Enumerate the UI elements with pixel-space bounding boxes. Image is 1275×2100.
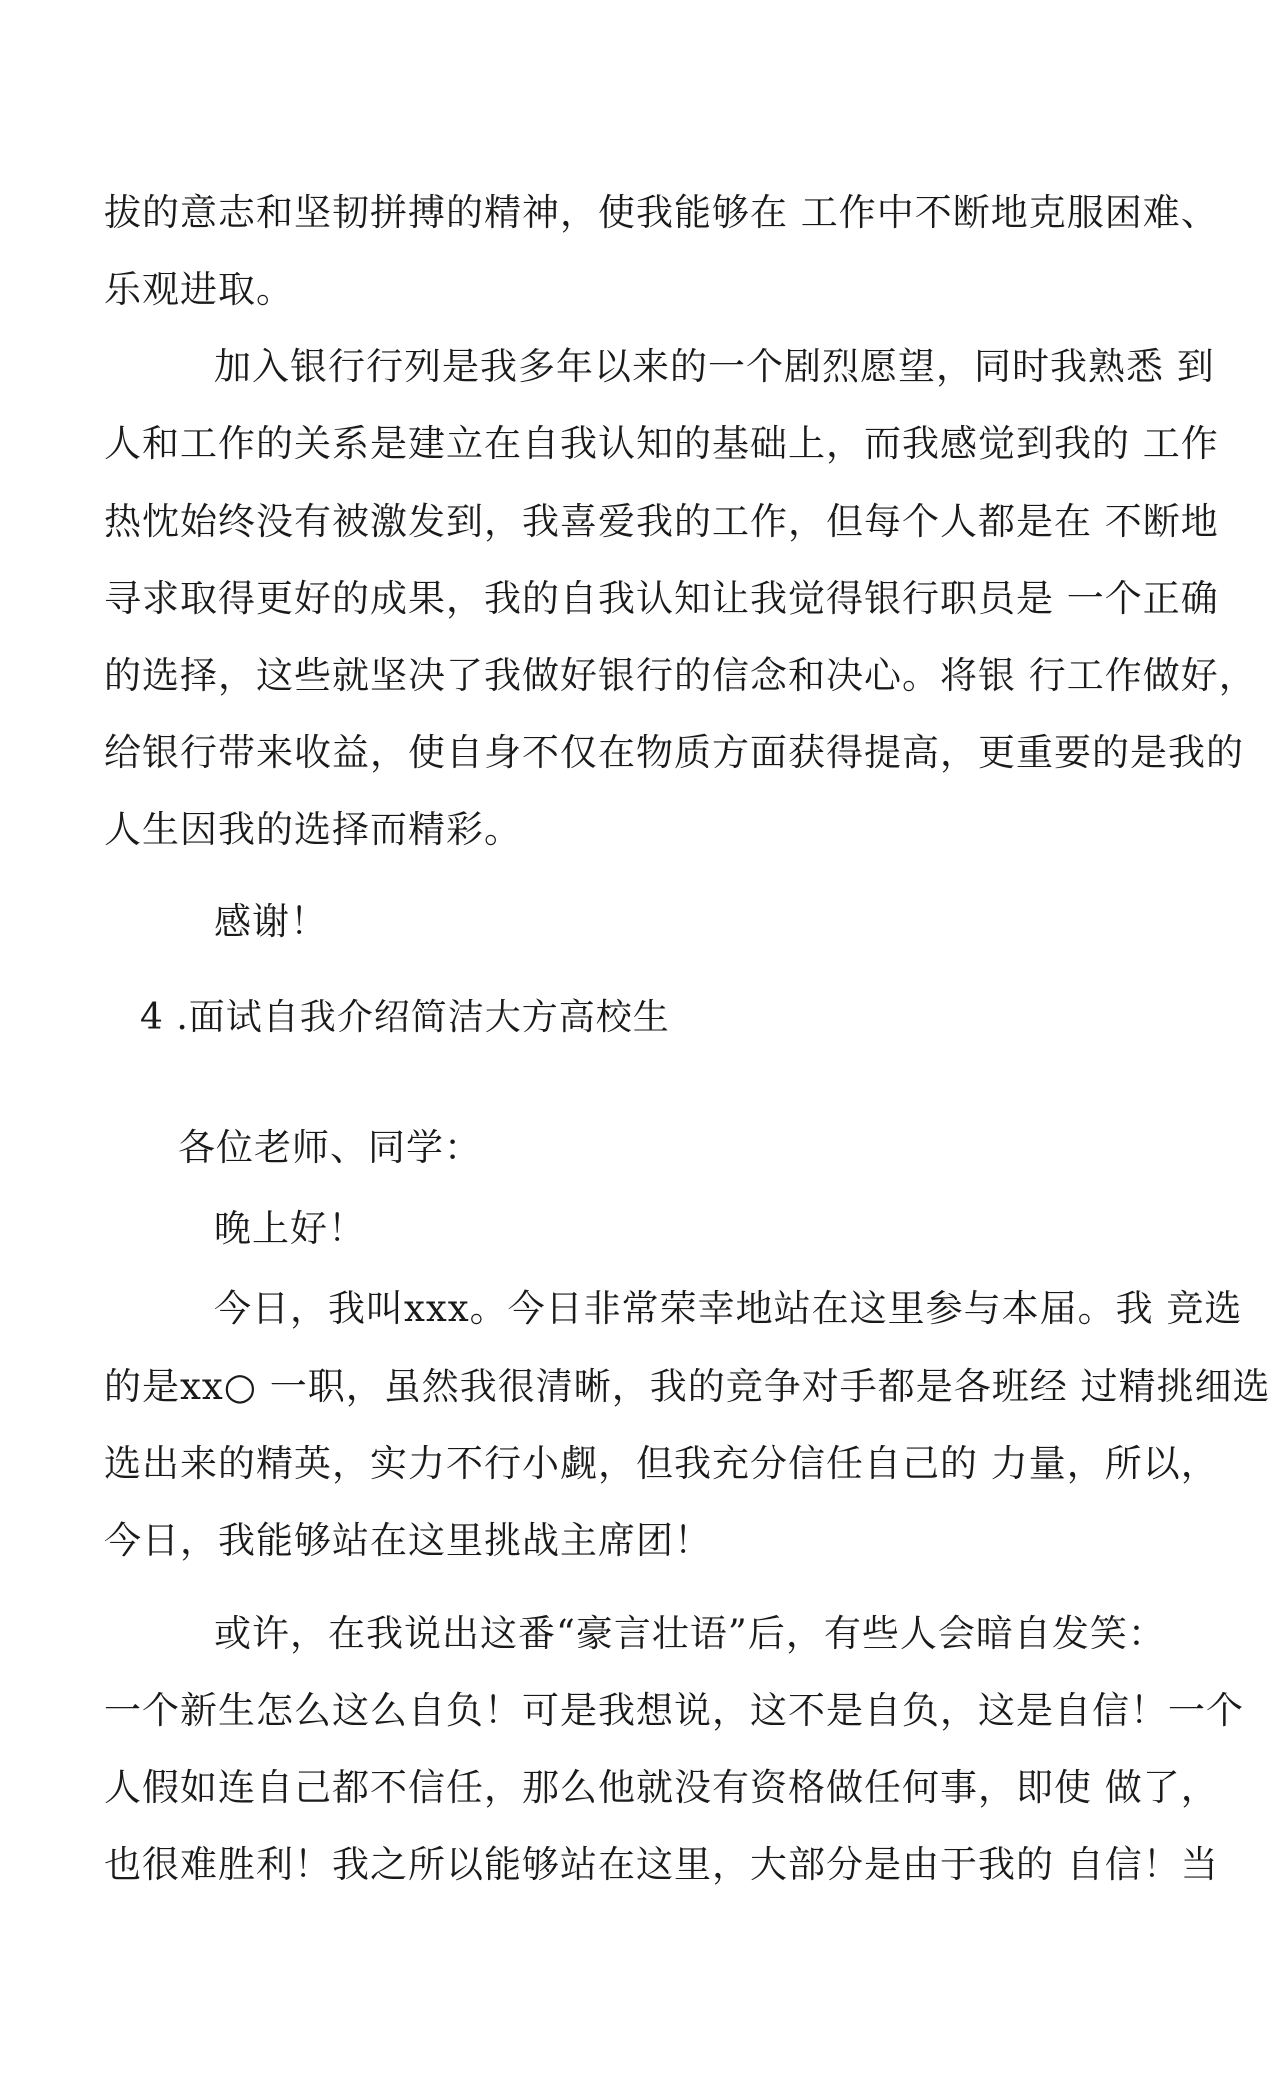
paragraph-line: 寻求取得更好的成果，我的自我认知让我觉得银行职员是 一个正确 [104,577,1219,620]
paragraph-line: 或许，在我说出这番“豪言壮语”后，有些人会暗自发笑： [214,1612,1166,1655]
paragraph-line: 也很难胜利！我之所以能够站在这里，大部分是由于我的 自信！当 [104,1843,1219,1886]
paragraph-line: 乐观进取。 [104,268,294,311]
paragraph-line: 的选择，这些就坚决了我做好银行的信念和决心。将银 行工作做好， [104,654,1257,697]
paragraph-line: 感谢！ [214,900,328,943]
paragraph-line: 给银行带来收益，使自身不仅在物质方面获得提高，更重要的是我的 [104,731,1244,774]
paragraph-line: 一个新生怎么这么自负！可是我想说，这不是自负，这是自信！一个 [104,1689,1244,1732]
paragraph-line: 选出来的精英，实力不行小觑，但我充分信任自己的 力量，所以， [104,1442,1219,1485]
paragraph-line: 今日，我叫xxx。今日非常荣幸地站在这里参与本届。我 竞选 [214,1287,1243,1330]
paragraph-line: 拔的意志和坚韧拼搏的精神，使我能够在 工作中不断地克服困难、 [104,191,1219,234]
section-heading: 4 .面试自我介绍简洁大方高校生 [140,997,670,1038]
paragraph-line: 人生因我的选择而精彩。 [104,808,522,851]
paragraph-line: 人和工作的关系是建立在自我认知的基础上，而我感觉到我的 工作 [104,422,1219,465]
salutation-line: 各位老师、同学： [178,1126,482,1169]
greeting-line: 晚上好！ [214,1207,366,1250]
paragraph-line: 今日，我能够站在这里挑战主席团！ [104,1519,712,1562]
paragraph-line: 的是xx○ 一职，虽然我很清晰，我的竞争对手都是各班经 过精挑细选 [104,1365,1271,1408]
paragraph-line: 热忱始终没有被激发到，我喜爱我的工作，但每个人都是在 不断地 [104,500,1219,543]
paragraph-line: 加入银行行列是我多年以来的一个剧烈愿望，同时我熟悉 到 [214,345,1215,388]
paragraph-line: 人假如连自己都不信任，那么他就没有资格做任何事，即使 做了， [104,1766,1219,1809]
